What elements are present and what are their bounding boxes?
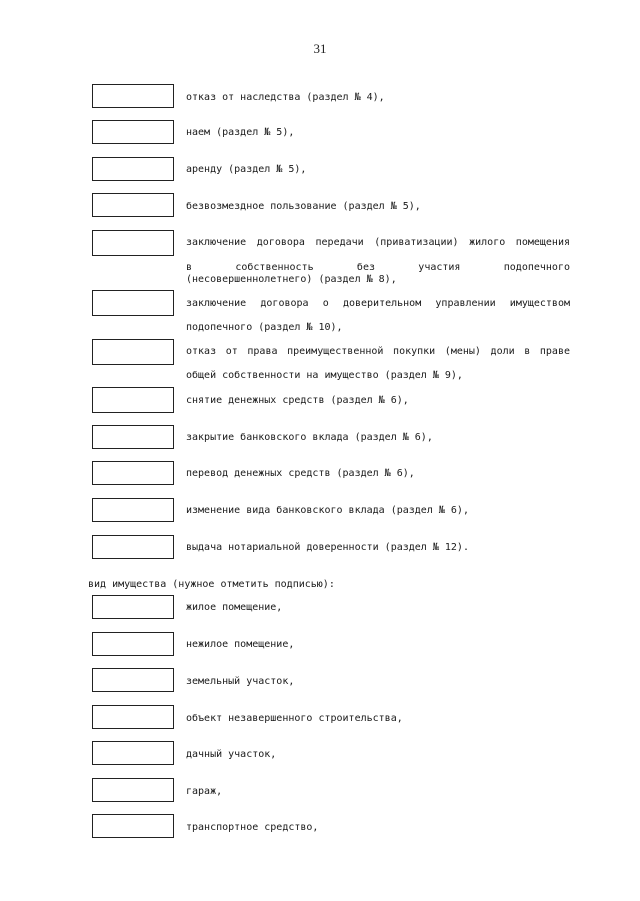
action-label-lease: наем (раздел № 5),: [186, 127, 295, 138]
checkbox-deposit-type-change[interactable]: [92, 498, 174, 522]
action-label-preemptive-right-line1: отказ от права преимущественной покупки (мены) доли в праве: [186, 346, 570, 357]
checkbox-dacha-plot[interactable]: [92, 741, 174, 765]
action-label-deposit-type-change: изменение вида банковского вклада (раздел № 6),: [186, 505, 469, 516]
property-label-non-residential: нежилое помещение,: [186, 639, 295, 650]
action-label-privatization-line2: в собственность без участия подопечного: [186, 262, 570, 273]
checkbox-cash-withdrawal[interactable]: [92, 387, 174, 413]
checkbox-lease[interactable]: [92, 120, 174, 144]
action-label-preemptive-right-line2: общей собственности на имущество (раздел № 9),: [186, 370, 463, 381]
action-label-power-of-attorney: выдача нотариальной доверенности (раздел № 12).: [186, 542, 469, 553]
checkbox-inheritance-refusal[interactable]: [92, 84, 174, 108]
action-label-trust-management-line1: заключение договора о доверительном управлении имуществом: [186, 298, 570, 309]
action-label-rent: аренду (раздел № 5),: [186, 164, 307, 175]
action-label-inheritance-refusal: отказ от наследства (раздел № 4),: [186, 92, 385, 103]
checkbox-preemptive-right-refusal[interactable]: [92, 339, 174, 365]
property-label-unfinished-construction: объект незавершенного строительства,: [186, 713, 403, 724]
property-label-land-plot: земельный участок,: [186, 676, 295, 687]
checkbox-free-use[interactable]: [92, 193, 174, 217]
checkbox-power-of-attorney[interactable]: [92, 535, 174, 559]
action-label-free-use: безвозмездное пользование (раздел № 5),: [186, 201, 421, 212]
property-label-dacha-plot: дачный участок,: [186, 749, 277, 760]
page-number: 31: [313, 41, 327, 56]
checkbox-garage[interactable]: [92, 778, 174, 802]
action-label-cash-withdrawal: снятие денежных средств (раздел № 6),: [186, 395, 409, 406]
checkbox-trust-management[interactable]: [92, 290, 174, 316]
checkbox-rent[interactable]: [92, 157, 174, 181]
action-label-privatization-line1: заключение договора передачи (приватизации) жилого помещения: [186, 237, 570, 248]
property-label-vehicle: транспортное средство,: [186, 822, 319, 833]
property-label-residential: жилое помещение,: [186, 602, 283, 613]
checkbox-money-transfer[interactable]: [92, 461, 174, 485]
action-label-money-transfer: перевод денежных средств (раздел № 6),: [186, 468, 415, 479]
checkbox-deposit-closing[interactable]: [92, 425, 174, 449]
checkbox-unfinished-construction[interactable]: [92, 705, 174, 729]
property-heading: вид имущества (нужное отметить подписью):: [88, 579, 335, 590]
property-label-garage: гараж,: [186, 786, 223, 797]
checkbox-land-plot[interactable]: [92, 668, 174, 692]
action-label-privatization-line3: (несовершеннолетнего) (раздел № 8),: [186, 274, 397, 285]
checkbox-non-residential[interactable]: [92, 632, 174, 656]
action-label-deposit-closing: закрытие банковского вклада (раздел № 6),: [186, 432, 433, 443]
checkbox-vehicle[interactable]: [92, 814, 174, 838]
checkbox-privatization[interactable]: [92, 230, 174, 256]
checkbox-residential[interactable]: [92, 595, 174, 619]
action-label-trust-management-line2: подопечного (раздел № 10),: [186, 322, 343, 333]
